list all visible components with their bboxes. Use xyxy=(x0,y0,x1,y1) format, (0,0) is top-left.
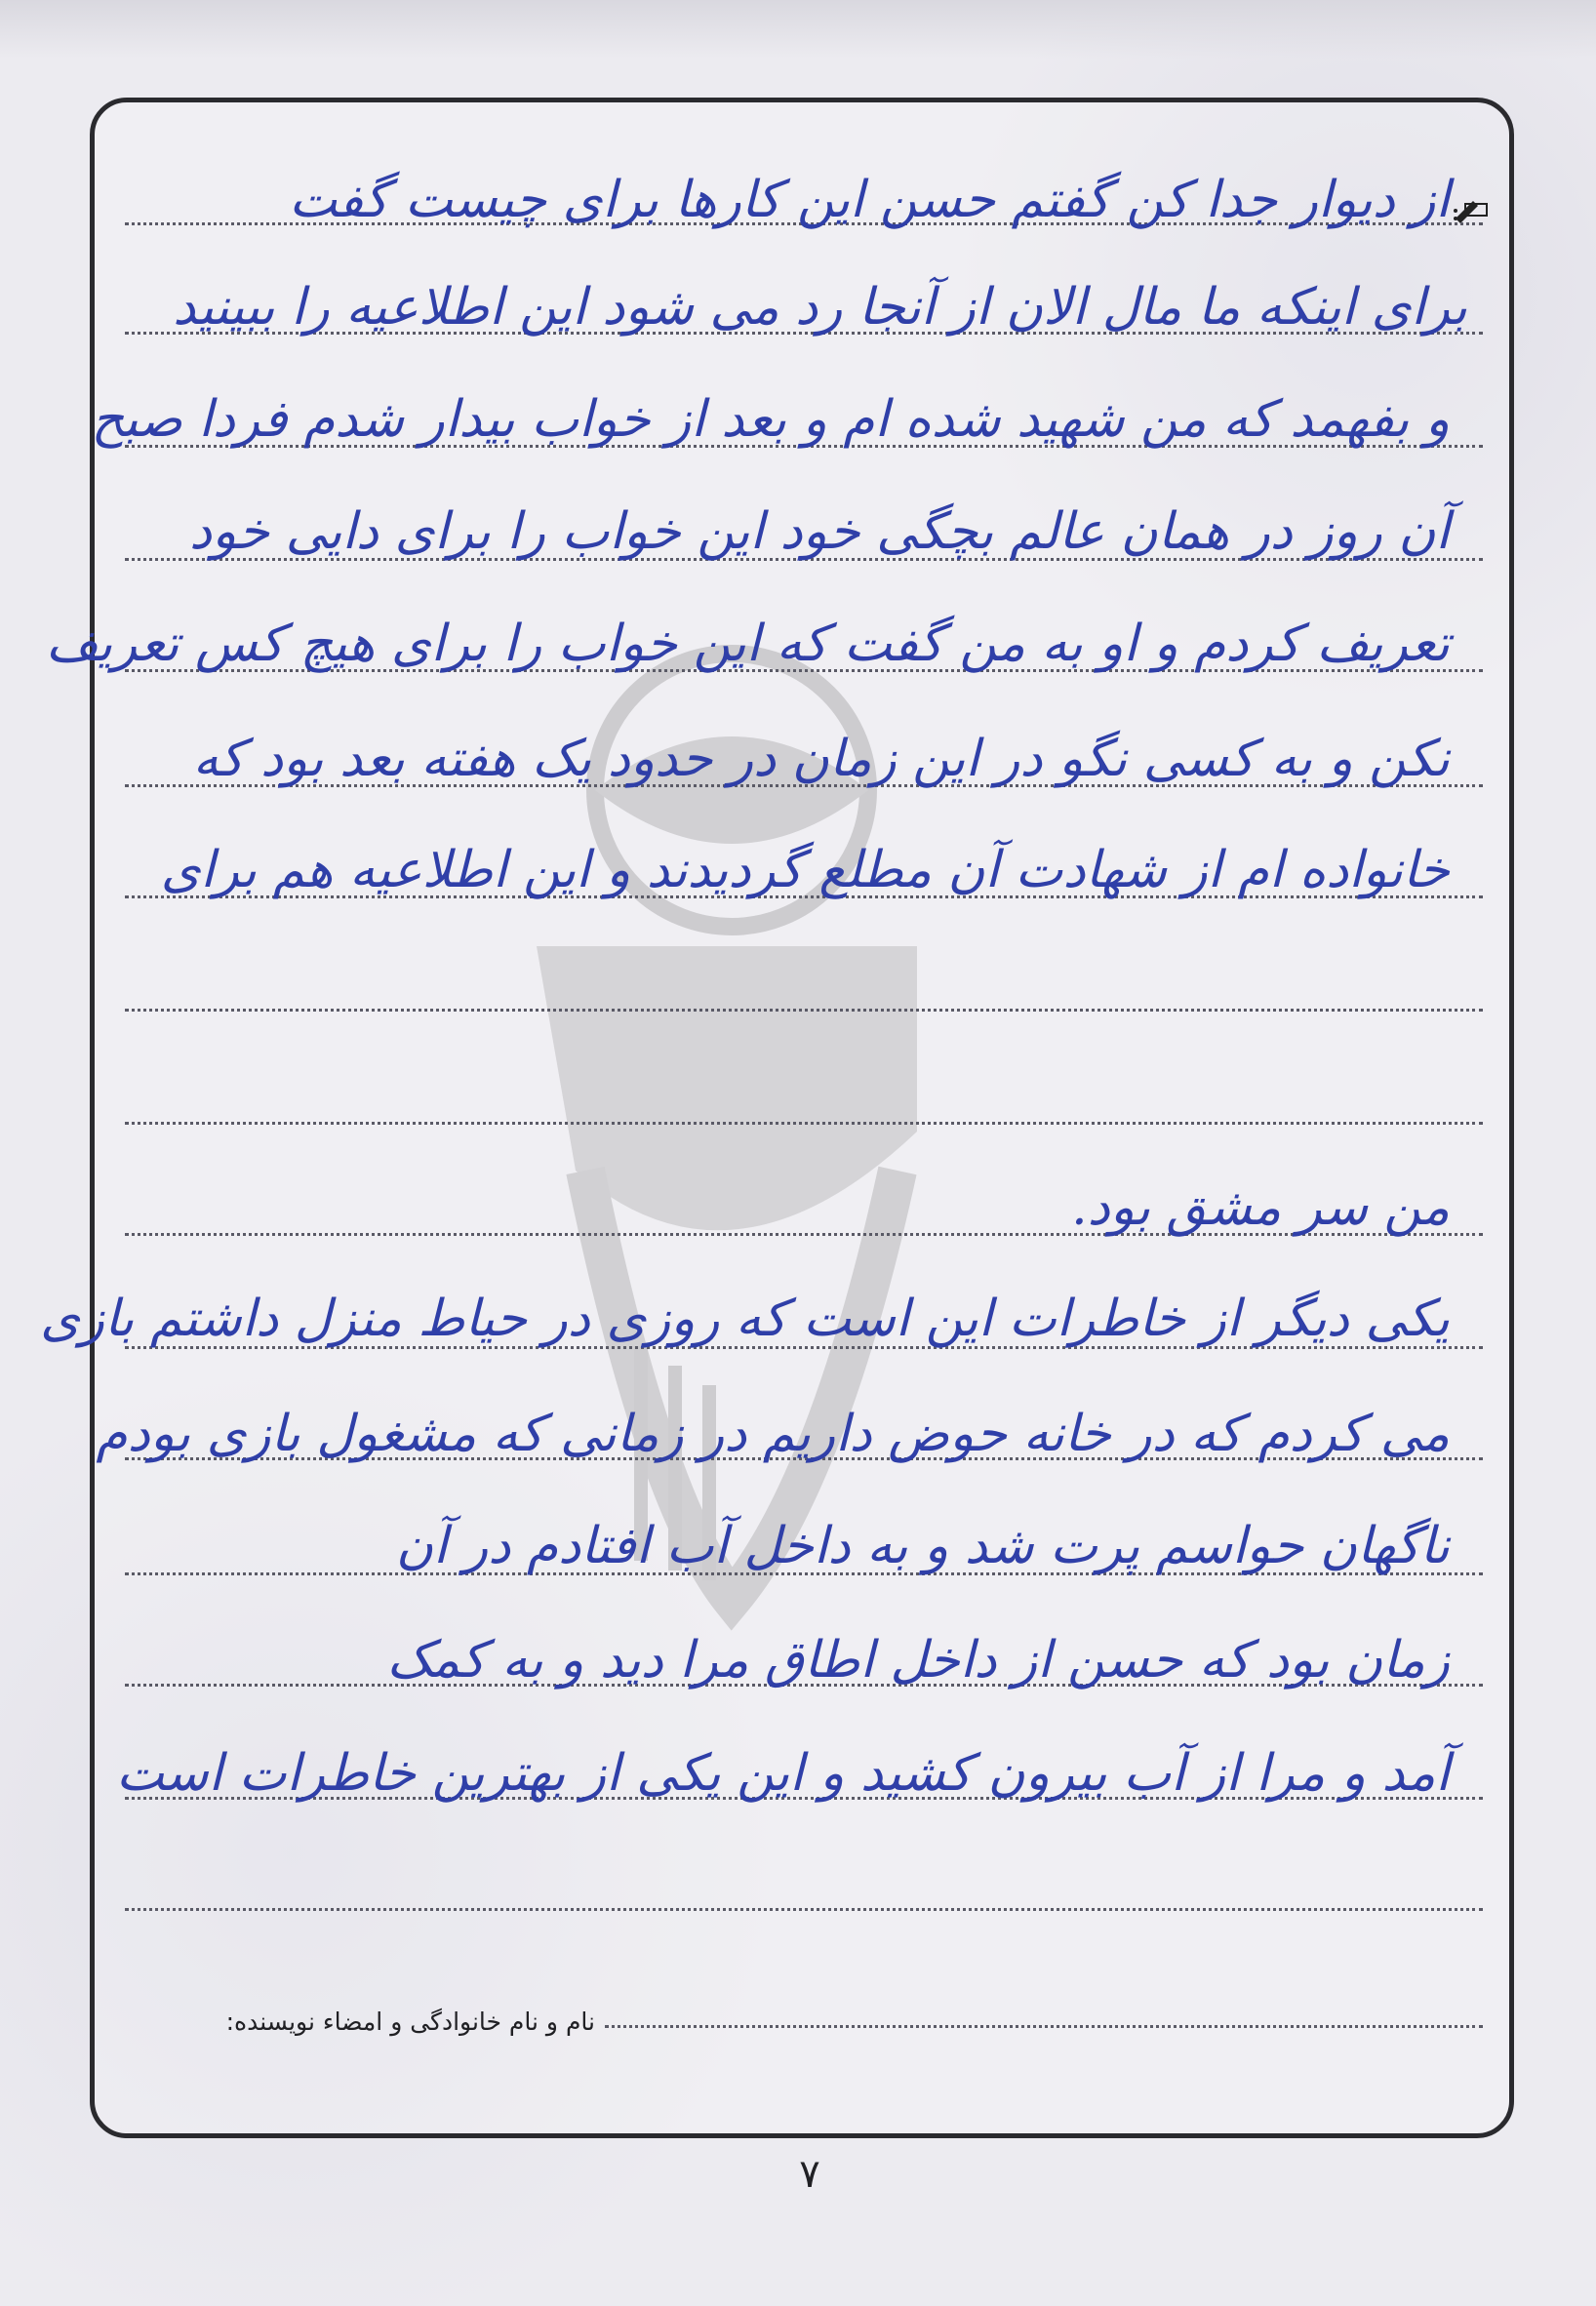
handwritten-line: برای اینکه ما مال الان از آنجا رد می شود این اطلاعیه را ببینید xyxy=(173,278,1467,337)
handwritten-line: تعریف کردم و او به من گفت که این خواب را برای هیچ کس تعریف xyxy=(45,615,1450,673)
page-number: ۷ xyxy=(799,2152,820,2197)
handwritten-line: آمد و مرا از آب بیرون کشید و این یکی از بهترین خاطرات است xyxy=(116,1744,1450,1803)
handwritten-line: نکن و به کسی نگو در این زمان در حدود یک هفته بعد بود که xyxy=(192,730,1450,788)
handwritten-line: آن روز در همان عالم بچگی خود این خواب را برای دایی خود xyxy=(188,502,1450,561)
handwritten-line: خانواده ام از شهادت آن مطلع گردیدند و این اطلاعیه هم برای xyxy=(160,841,1450,899)
pen-writing-icon xyxy=(1452,195,1491,224)
handwritten-line: یکی دیگر از خاطرات این است که روزی در حیاط منزل داشتم بازی xyxy=(40,1290,1450,1348)
page-top-shadow xyxy=(0,0,1596,59)
ruled-line xyxy=(125,1122,1483,1125)
handwritten-line: ناگهان حواسم پرت شد و به داخل آب افتادم در آن xyxy=(395,1517,1450,1575)
author-signature-label: نام و نام خانوادگی و امضاء نویسنده: xyxy=(225,2008,595,2036)
ruled-line xyxy=(125,1009,1483,1012)
handwritten-line: و بفهمد که من شهید شده ام و بعد از خواب بیدار شدم فردا صبح xyxy=(91,390,1450,449)
ruled-line xyxy=(125,1908,1483,1911)
handwritten-line: زمان بود که حسن از داخل اطاق مرا دید و به کمک xyxy=(386,1631,1450,1690)
handwritten-line: از دیوار جدا کن گفتم حسن این کارها برای چیست گفت xyxy=(289,171,1450,229)
signature-line xyxy=(605,2025,1483,2028)
handwritten-line: من سر مشق بود. xyxy=(1071,1178,1450,1237)
handwritten-line: می کردم که در خانه حوض داریم در زمانی که مشغول بازی بودم xyxy=(96,1405,1450,1463)
